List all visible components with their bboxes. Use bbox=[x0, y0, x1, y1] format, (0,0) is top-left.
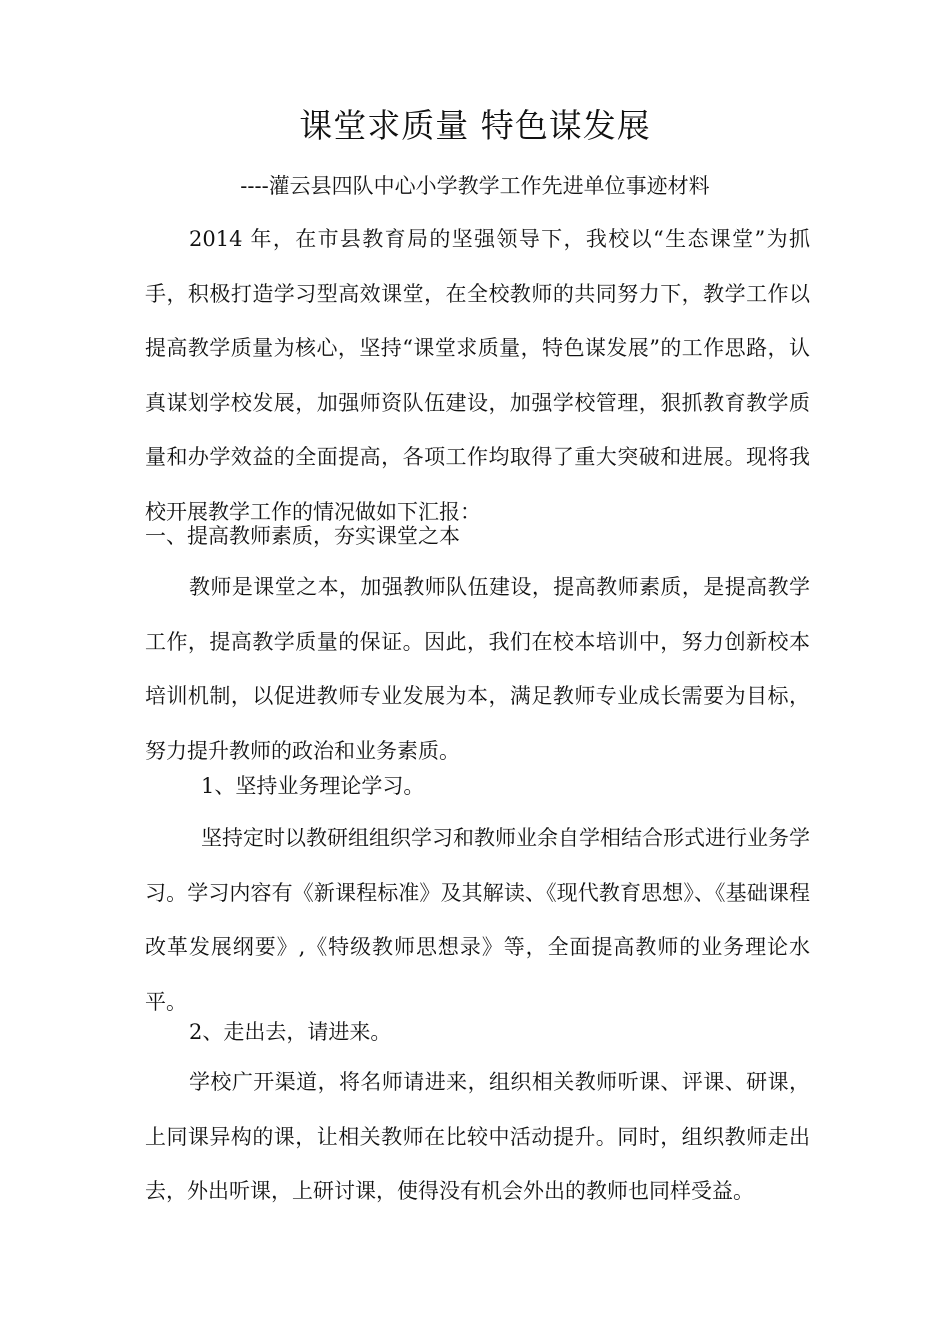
document-subtitle: ----灌云县四队中心小学教学工作先进单位事迹材料 bbox=[240, 174, 710, 198]
intro-paragraph: 2014 年，在市县教育局的坚强领导下，我校以“生态课堂”为抓手，积极打造学习型高效课堂，在全校教师的共同努力下，教学工作以提高教学质量为核心，坚持“课堂求质量，特色谋发展”的工作思路，认真谋划学校发展，加强师资队伍建设，加强学校管理，狠抓教育教学质量和办学效益的全面提高，各项工作均取得了重大突破和进展。现将我校开展教学工作的情况做如下汇报： bbox=[145, 227, 810, 524]
subsection-2-heading: 2、走出去，请进来。 bbox=[189, 1020, 392, 1044]
document-title: 课堂求质量 特色谋发展 bbox=[299, 106, 651, 145]
section-1-paragraph: 教师是课堂之本，加强教师队伍建设，提高教师素质，是提高教学工作，提高教学质量的保证。因此，我们在校本培训中，努力创新校本培训机制，以促进教师专业发展为本，满足教师专业成长需要为目标，努力提升教师的政治和业务素质。 bbox=[145, 575, 810, 763]
subsection-2-paragraph: 学校广开渠道，将名师请进来，组织相关教师听课、评课、研课，上同课异构的课，让相关教师在比较中活动提升。同时，组织教师走出去，外出听课，上研讨课，使得没有机会外出的教师也同样受益。 bbox=[145, 1070, 810, 1203]
subsection-1-paragraph: 坚持定时以教研组组织学习和教师业余自学相结合形式进行业务学习。学习内容有《新课程标准》及其解读、《现代教育思想》、《基础课程改革发展纲要》,《特级教师思想录》等，全面提高教师的业务理论水平。 bbox=[145, 826, 810, 1014]
subsection-1-heading: 1、坚持业务理论学习。 bbox=[201, 774, 425, 798]
section-1-heading: 一、提高教师素质，夯实课堂之本 bbox=[145, 524, 460, 548]
